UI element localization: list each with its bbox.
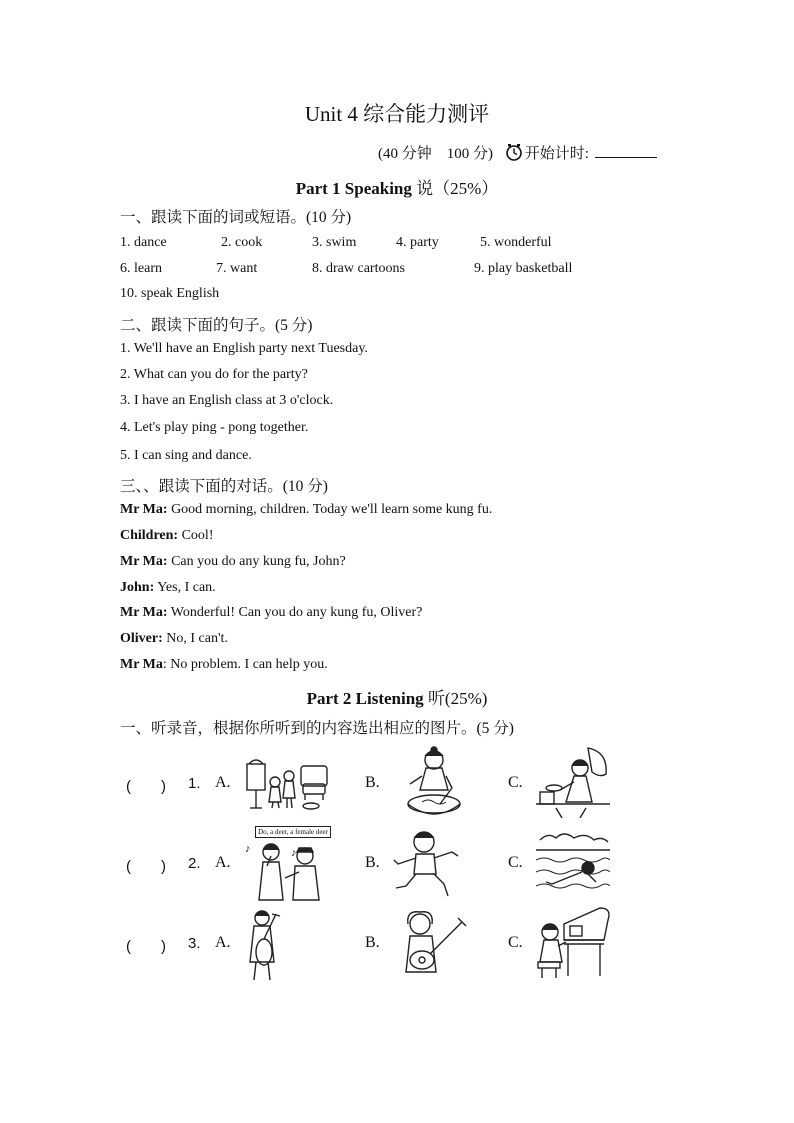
dialogue-line	[120, 554, 346, 570]
speaker: Mr Ma	[120, 657, 163, 672]
picture-guitar-player	[392, 908, 468, 980]
line-text: Can you do any kung fu, John?	[167, 554, 346, 569]
line-text: No, I can't.	[162, 631, 228, 646]
clock-icon	[505, 143, 523, 161]
page-title: Unit 4 综合能力测评	[304, 102, 490, 126]
option-a-label: A.	[215, 774, 231, 791]
picture-kung-fu	[392, 828, 464, 898]
speaker: Mr Ma:	[120, 554, 168, 569]
dialogue-line	[120, 502, 492, 518]
answer-paren: ( )	[126, 778, 166, 795]
line-text: Wonderful! Can you do any kung fu, Oliver?	[167, 605, 423, 620]
option-b-label: B.	[365, 854, 380, 871]
word-item: 7. want	[216, 261, 258, 276]
picture-pipa-player	[242, 906, 282, 982]
line-text: Yes, I can.	[154, 580, 216, 595]
sentence-item: 1. We'll have an English party next Tuesday.	[120, 341, 368, 356]
speaker: John:	[120, 580, 155, 595]
word-item: 6. learn	[120, 261, 162, 276]
option-c-label: C.	[508, 774, 523, 791]
option-b-label: B.	[365, 934, 380, 951]
picture-party-room	[245, 756, 329, 812]
option-c-label: C.	[508, 854, 523, 871]
dialogue-line	[120, 580, 216, 596]
sentence-item: 3. I have an English class at 3 o'clock.	[120, 393, 334, 408]
part2-sec1-title: 一、听录音，根据你所听到的内容选出相应的图片。(5 分)	[120, 720, 514, 737]
speaker: Mr Ma:	[120, 502, 168, 517]
dialogue-line	[120, 605, 422, 621]
time-info	[378, 142, 657, 163]
option-a-label: A.	[215, 934, 231, 951]
svg-text:♪: ♪	[245, 843, 251, 855]
line-text: Cool!	[178, 528, 214, 543]
picture-singing	[245, 826, 331, 902]
speech-bubble: Do, a deer, a female deer	[255, 826, 331, 838]
option-b-label: B.	[365, 774, 380, 791]
part1-sec1-title: 一、跟读下面的词或短语。(10 分)	[120, 209, 352, 226]
word-item: 4. party	[396, 235, 439, 250]
dialogue-line	[120, 631, 228, 647]
line-text: Good morning, children. Today we'll learn some kung fu.	[167, 502, 493, 517]
word-item: 2. cook	[221, 235, 263, 250]
svg-text:♪: ♪	[291, 847, 297, 859]
option-c-label: C.	[508, 934, 523, 951]
option-a-label: A.	[215, 854, 231, 871]
speaker: Oliver:	[120, 631, 163, 646]
part2-heading	[0, 684, 794, 709]
question-number: 3.	[188, 935, 201, 952]
line-text: : No problem. I can help you.	[162, 657, 328, 672]
dialogue-line	[120, 657, 328, 673]
start-time-label: 开始计时:	[524, 146, 593, 162]
word-item: 10. speak English	[120, 286, 220, 301]
picture-cooking	[392, 746, 476, 822]
speaker: Children:	[120, 528, 179, 543]
dialogue-line	[120, 528, 213, 544]
sentence-item: 4. Let's play ping - pong together.	[120, 420, 309, 435]
start-time-blank	[595, 143, 657, 158]
part2-heading-en: Part 2 Listening	[306, 689, 424, 708]
part2-heading-cn: 听(25%)	[427, 689, 488, 708]
part1-heading	[0, 174, 794, 199]
answer-paren: ( )	[126, 938, 166, 955]
question-number: 2.	[188, 855, 201, 872]
word-item: 3. swim	[312, 235, 357, 250]
answer-paren: ( )	[126, 858, 166, 875]
word-item: 1. dance	[120, 235, 167, 250]
time-and-score: (40 分钟 100 分)	[378, 146, 493, 162]
part1-sec3-title: 三、、跟读下面的对话。(10 分)	[120, 478, 328, 495]
part1-heading-cn: 说（25%）	[416, 179, 499, 198]
part1-heading-en: Part 1 Speaking	[295, 179, 412, 198]
sentence-item: 2. What can you do for the party?	[120, 367, 308, 382]
picture-swimming	[536, 828, 610, 900]
picture-kitchen	[536, 746, 610, 818]
speaker: Mr Ma:	[120, 605, 168, 620]
word-item: 8. draw cartoons	[312, 261, 405, 276]
word-item: 9. play basketball	[474, 261, 573, 276]
sentence-item: 5. I can sing and dance.	[120, 448, 252, 463]
picture-piano-player	[534, 906, 612, 980]
word-item: 5. wonderful	[480, 235, 552, 250]
question-number: 1.	[188, 775, 201, 792]
part1-sec2-title: 二、跟读下面的句子。(5 分)	[120, 317, 313, 334]
